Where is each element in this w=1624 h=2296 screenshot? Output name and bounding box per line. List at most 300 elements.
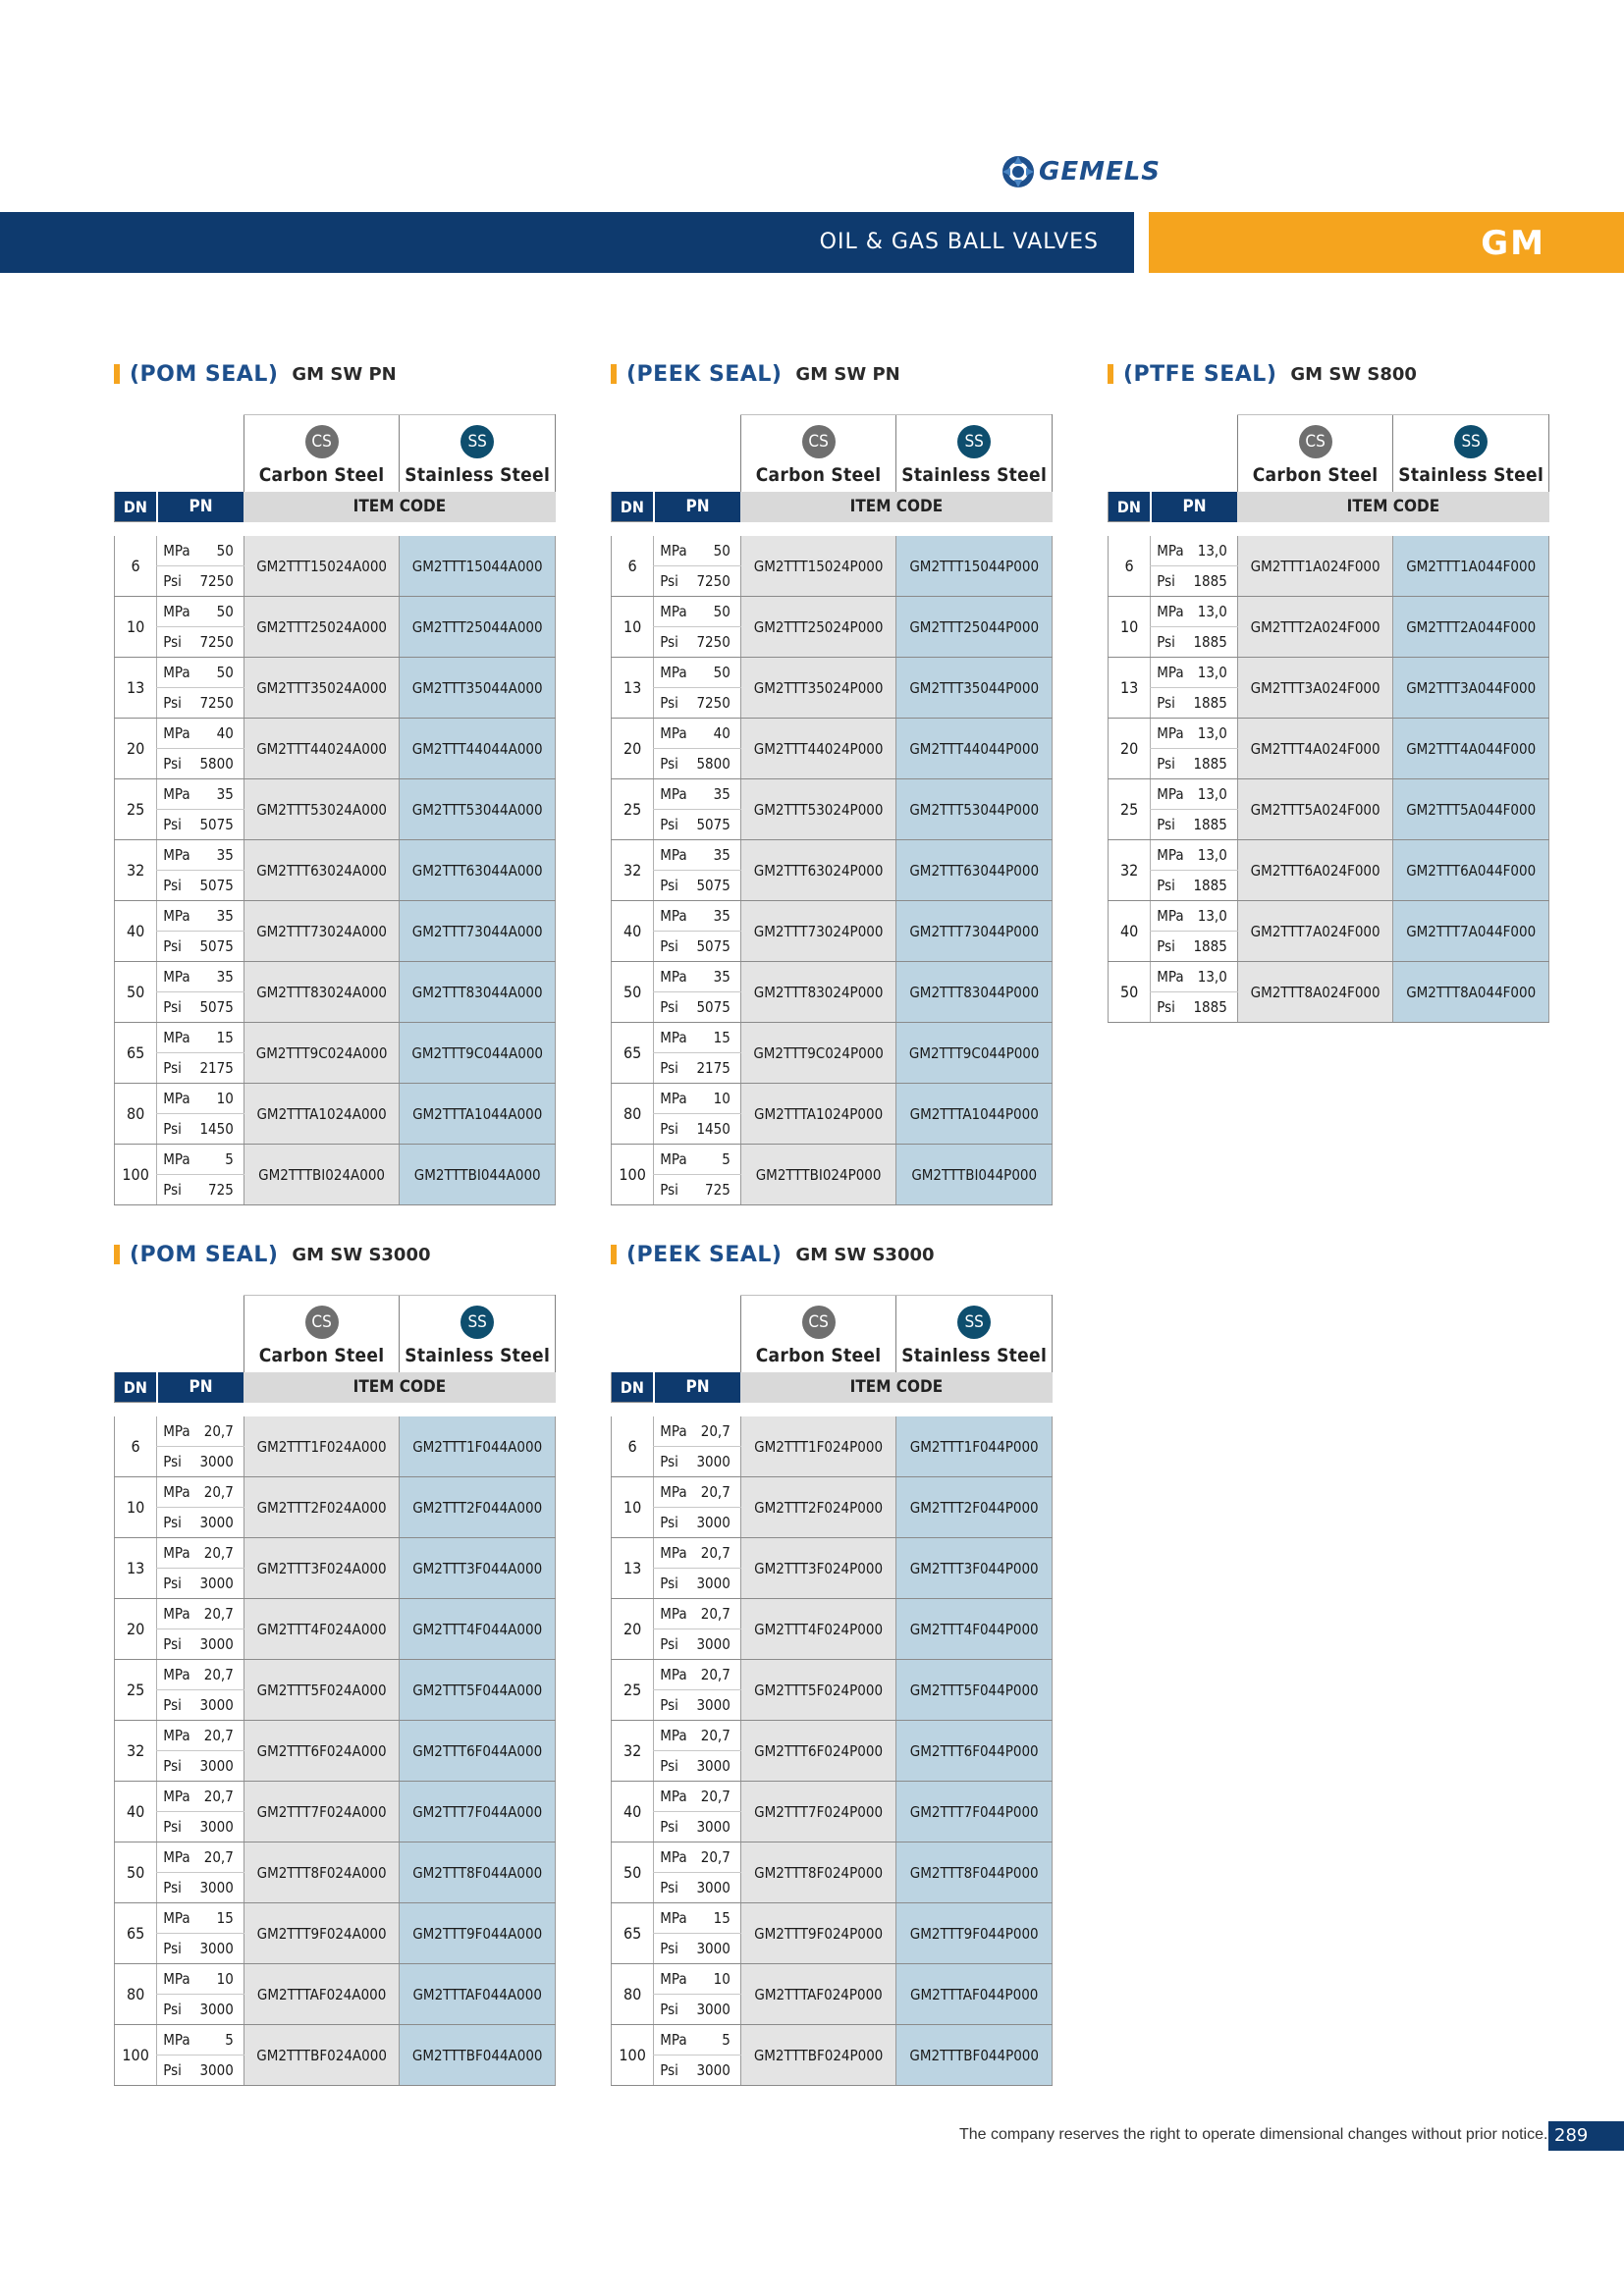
table-row	[115, 536, 556, 566]
ss-item-code: GM2TTT7F044P000	[896, 1782, 1053, 1842]
cs-item-code: GM2TTT6F024P000	[740, 1721, 896, 1782]
unit-psi: Psi	[654, 871, 694, 901]
pressure-mpa: 13,0	[1191, 719, 1237, 749]
pressure-mpa: 10	[197, 1084, 244, 1114]
item-code-table	[114, 414, 556, 1205]
unit-mpa: MPa	[157, 962, 197, 992]
cs-item-code: GM2TTT7F024P000	[740, 1782, 896, 1842]
dn-value: 65	[612, 1023, 654, 1084]
unit-mpa: MPa	[1151, 901, 1191, 932]
unit-mpa: MPa	[157, 1145, 197, 1175]
unit-psi: Psi	[157, 1053, 197, 1084]
stainless-steel-header	[400, 415, 556, 493]
dn-value: 80	[115, 1964, 157, 2025]
section-peek-s3000	[611, 1240, 1053, 2086]
unit-psi: Psi	[157, 1508, 197, 1538]
pressure-mpa: 50	[694, 536, 740, 566]
cs-item-code: GM2TTTBF024A000	[244, 2025, 400, 2086]
table-row	[612, 840, 1053, 871]
seal-type: (PTFE SEAL)	[1123, 361, 1277, 387]
unit-psi: Psi	[654, 688, 694, 719]
unit-psi: Psi	[654, 1114, 694, 1145]
pressure-psi: 3000	[197, 2056, 244, 2086]
table-row	[612, 1145, 1053, 1175]
table-row	[612, 536, 1053, 566]
ss-item-code: GM2TTT3F044P000	[896, 1538, 1053, 1599]
ss-item-code: GM2TTT8F044A000	[400, 1842, 556, 1903]
unit-psi: Psi	[157, 627, 197, 658]
unit-mpa: MPa	[654, 536, 694, 566]
ss-item-code: GM2TTT8A044F000	[1393, 962, 1549, 1023]
seal-type: (PEEK SEAL)	[626, 1242, 783, 1267]
pressure-mpa: 13,0	[1191, 901, 1237, 932]
cs-item-code: GM2TTT5F024A000	[244, 1660, 400, 1721]
pn-header: PN	[654, 492, 741, 522]
item-code-table	[611, 1295, 1053, 2086]
section-marker	[611, 364, 617, 384]
dn-value: 10	[1109, 597, 1151, 658]
pressure-psi: 3000	[694, 1447, 740, 1477]
pressure-psi: 5800	[694, 749, 740, 779]
pressure-psi: 3000	[197, 1751, 244, 1782]
table-row	[612, 1084, 1053, 1114]
table-row	[115, 1145, 556, 1175]
unit-psi: Psi	[1151, 871, 1191, 901]
pressure-mpa: 50	[197, 536, 244, 566]
carbon-steel-label: Carbon Steel	[755, 464, 882, 486]
pressure-psi: 3000	[694, 1508, 740, 1538]
unit-psi: Psi	[157, 566, 197, 597]
cs-item-code: GM2TTT9C024P000	[740, 1023, 896, 1084]
unit-mpa: MPa	[157, 1023, 197, 1053]
cs-item-code: GM2TTT9C024A000	[244, 1023, 400, 1084]
pressure-mpa: 35	[694, 779, 740, 810]
unit-psi: Psi	[654, 810, 694, 840]
pressure-psi: 1885	[1191, 810, 1237, 840]
pressure-mpa: 35	[197, 962, 244, 992]
pressure-mpa: 20,7	[197, 1599, 244, 1629]
pressure-mpa: 35	[197, 779, 244, 810]
item-code-header: ITEM CODE	[740, 1372, 1052, 1403]
series-band	[1149, 212, 1624, 273]
table-row	[115, 1477, 556, 1508]
unit-mpa: MPa	[654, 1842, 694, 1873]
seal-type: (PEEK SEAL)	[626, 361, 783, 387]
section-pom-pn	[114, 359, 556, 1205]
dn-value: 25	[1109, 779, 1151, 840]
dn-value: 6	[612, 1416, 654, 1477]
pressure-psi: 7250	[197, 566, 244, 597]
section-title	[114, 1240, 556, 1269]
ss-item-code: GM2TTT4F044A000	[400, 1599, 556, 1660]
ss-item-code: GM2TTT1F044P000	[896, 1416, 1053, 1477]
dn-value: 100	[612, 2025, 654, 2086]
unit-psi: Psi	[157, 1114, 197, 1145]
unit-psi: Psi	[1151, 749, 1191, 779]
pressure-mpa: 35	[197, 901, 244, 932]
ss-item-code: GM2TTT1A044F000	[1393, 536, 1549, 597]
stainless-steel-header	[400, 1296, 556, 1373]
pressure-psi: 5075	[694, 992, 740, 1023]
unit-psi: Psi	[654, 1569, 694, 1599]
dn-value: 50	[612, 1842, 654, 1903]
footer-note: The company reserves the right to operate dimensional changes without prior notice.	[959, 2126, 1548, 2143]
pressure-psi: 3000	[197, 1508, 244, 1538]
ss-badge-icon: SS	[460, 1306, 494, 1339]
valve-series: GM SW PN	[795, 363, 900, 385]
pressure-mpa: 10	[197, 1964, 244, 1995]
unit-psi: Psi	[654, 992, 694, 1023]
unit-mpa: MPa	[157, 1599, 197, 1629]
item-code-header: ITEM CODE	[244, 1372, 555, 1403]
pressure-psi: 1885	[1191, 932, 1237, 962]
dn-value: 13	[115, 658, 157, 719]
table-row	[1109, 536, 1549, 566]
pressure-psi: 5075	[197, 810, 244, 840]
pressure-psi: 1885	[1191, 749, 1237, 779]
cs-badge-icon: CS	[305, 1306, 339, 1339]
ss-item-code: GM2TTTA1044P000	[896, 1084, 1053, 1145]
cs-item-code: GM2TTT4F024A000	[244, 1599, 400, 1660]
dn-value: 100	[612, 1145, 654, 1205]
pressure-mpa: 50	[197, 658, 244, 688]
pressure-psi: 1885	[1191, 566, 1237, 597]
dn-value: 25	[612, 1660, 654, 1721]
unit-mpa: MPa	[157, 2025, 197, 2056]
series-code: GM	[1481, 224, 1545, 263]
pressure-psi: 3000	[694, 1873, 740, 1903]
item-code-header: ITEM CODE	[740, 492, 1052, 522]
unit-mpa: MPa	[654, 2025, 694, 2056]
table-row	[115, 1660, 556, 1690]
stainless-steel-label: Stainless Steel	[405, 464, 551, 486]
pn-header: PN	[654, 1372, 741, 1403]
dn-value: 100	[115, 2025, 157, 2086]
unit-psi: Psi	[157, 1629, 197, 1660]
unit-mpa: MPa	[157, 1416, 197, 1447]
table-row	[612, 1477, 1053, 1508]
dn-value: 20	[612, 1599, 654, 1660]
unit-mpa: MPa	[654, 901, 694, 932]
cs-item-code: GM2TTTAF024A000	[244, 1964, 400, 2025]
pressure-mpa: 15	[197, 1903, 244, 1934]
dn-value: 32	[1109, 840, 1151, 901]
stainless-steel-label: Stainless Steel	[901, 1345, 1048, 1366]
unit-mpa: MPa	[1151, 536, 1191, 566]
item-code-header: ITEM CODE	[1237, 492, 1548, 522]
dn-value: 10	[115, 1477, 157, 1538]
unit-mpa: MPa	[157, 1660, 197, 1690]
cs-item-code: GM2TTT15024P000	[740, 536, 896, 597]
pressure-mpa: 20,7	[694, 1721, 740, 1751]
dn-value: 32	[115, 1721, 157, 1782]
table-row	[612, 1599, 1053, 1629]
unit-mpa: MPa	[654, 779, 694, 810]
pressure-psi: 1885	[1191, 871, 1237, 901]
carbon-steel-header	[740, 415, 896, 493]
pressure-psi: 1885	[1191, 627, 1237, 658]
page-number: 289	[1548, 2121, 1624, 2151]
table-row	[1109, 719, 1549, 749]
unit-psi: Psi	[654, 932, 694, 962]
pressure-mpa: 13,0	[1191, 779, 1237, 810]
ss-badge-icon: SS	[957, 1306, 991, 1339]
unit-mpa: MPa	[654, 597, 694, 627]
table-row	[612, 2025, 1053, 2056]
unit-psi: Psi	[654, 1629, 694, 1660]
table-row	[115, 2025, 556, 2056]
table-row	[1109, 901, 1549, 932]
unit-psi: Psi	[157, 1995, 197, 2025]
ss-item-code: GM2TTT3A044F000	[1393, 658, 1549, 719]
unit-mpa: MPa	[157, 536, 197, 566]
unit-mpa: MPa	[654, 1477, 694, 1508]
ss-item-code: GM2TTT3F044A000	[400, 1538, 556, 1599]
unit-psi: Psi	[1151, 627, 1191, 658]
cs-item-code: GM2TTT1F024P000	[740, 1416, 896, 1477]
item-code-table	[611, 414, 1053, 1205]
seal-type: (POM SEAL)	[130, 1242, 279, 1267]
unit-mpa: MPa	[157, 1721, 197, 1751]
pressure-psi: 5075	[197, 992, 244, 1023]
unit-psi: Psi	[654, 1690, 694, 1721]
cs-item-code: GM2TTT73024P000	[740, 901, 896, 962]
ss-item-code: GM2TTTA1044A000	[400, 1084, 556, 1145]
cs-item-code: GM2TTT1A024F000	[1237, 536, 1393, 597]
table-row	[115, 1023, 556, 1053]
pressure-mpa: 20,7	[694, 1538, 740, 1569]
pressure-psi: 3000	[197, 1934, 244, 1964]
pressure-psi: 3000	[197, 1690, 244, 1721]
cs-item-code: GM2TTT1F024A000	[244, 1416, 400, 1477]
unit-psi: Psi	[157, 2056, 197, 2086]
ss-item-code: GM2TTT1F044A000	[400, 1416, 556, 1477]
unit-psi: Psi	[157, 1812, 197, 1842]
section-title	[114, 359, 556, 389]
pressure-mpa: 13,0	[1191, 658, 1237, 688]
pn-header: PN	[157, 492, 244, 522]
unit-mpa: MPa	[654, 1599, 694, 1629]
dn-value: 13	[115, 1538, 157, 1599]
valve-series: GM SW S3000	[292, 1244, 431, 1265]
dn-value: 50	[612, 962, 654, 1023]
dn-value: 32	[115, 840, 157, 901]
cs-item-code: GM2TTTBI024A000	[244, 1145, 400, 1205]
ss-item-code: GM2TTT8F044P000	[896, 1842, 1053, 1903]
unit-psi: Psi	[157, 749, 197, 779]
item-code-table	[1108, 414, 1549, 1023]
cs-item-code: GM2TTT35024P000	[740, 658, 896, 719]
unit-psi: Psi	[157, 1690, 197, 1721]
pressure-mpa: 15	[197, 1023, 244, 1053]
pressure-psi: 3000	[694, 1812, 740, 1842]
unit-psi: Psi	[1151, 932, 1191, 962]
cs-item-code: GM2TTT63024P000	[740, 840, 896, 901]
cs-item-code: GM2TTTBI024P000	[740, 1145, 896, 1205]
cs-item-code: GM2TTTBF024P000	[740, 2025, 896, 2086]
unit-psi: Psi	[654, 1751, 694, 1782]
cs-item-code: GM2TTT44024P000	[740, 719, 896, 779]
section-peek-pn	[611, 359, 1053, 1205]
table-row	[612, 658, 1053, 688]
pressure-mpa: 20,7	[694, 1782, 740, 1812]
section-marker	[114, 364, 120, 384]
unit-mpa: MPa	[654, 1416, 694, 1447]
cs-item-code: GM2TTT7A024F000	[1237, 901, 1393, 962]
cs-item-code: GM2TTT9F024P000	[740, 1903, 896, 1964]
cs-item-code: GM2TTT7F024A000	[244, 1782, 400, 1842]
dn-value: 100	[115, 1145, 157, 1205]
cs-item-code: GM2TTT2F024A000	[244, 1477, 400, 1538]
unit-mpa: MPa	[157, 658, 197, 688]
seal-type: (POM SEAL)	[130, 361, 279, 387]
ss-item-code: GM2TTT6F044A000	[400, 1721, 556, 1782]
ss-item-code: GM2TTT25044P000	[896, 597, 1053, 658]
unit-psi: Psi	[157, 1873, 197, 1903]
ss-item-code: GM2TTT5F044P000	[896, 1660, 1053, 1721]
table-row	[115, 658, 556, 688]
table-row	[1109, 779, 1549, 810]
ss-item-code: GM2TTTBF044P000	[896, 2025, 1053, 2086]
pressure-psi: 3000	[197, 1873, 244, 1903]
table-row	[115, 597, 556, 627]
unit-mpa: MPa	[1151, 779, 1191, 810]
pressure-mpa: 10	[694, 1084, 740, 1114]
pressure-mpa: 20,7	[197, 1538, 244, 1569]
carbon-steel-header	[1237, 415, 1393, 493]
ss-item-code: GM2TTT15044P000	[896, 536, 1053, 597]
unit-mpa: MPa	[157, 1782, 197, 1812]
cs-item-code: GM2TTT73024A000	[244, 901, 400, 962]
unit-psi: Psi	[654, 1873, 694, 1903]
cs-badge-icon: CS	[802, 425, 836, 458]
unit-mpa: MPa	[654, 840, 694, 871]
pressure-psi: 5075	[694, 932, 740, 962]
unit-mpa: MPa	[157, 1842, 197, 1873]
pressure-mpa: 35	[694, 901, 740, 932]
pressure-mpa: 13,0	[1191, 962, 1237, 992]
pressure-mpa: 20,7	[197, 1782, 244, 1812]
stainless-steel-header	[1393, 415, 1549, 493]
pressure-mpa: 20,7	[694, 1477, 740, 1508]
table-row	[1109, 840, 1549, 871]
brand-logo	[1001, 152, 1161, 191]
pressure-mpa: 13,0	[1191, 536, 1237, 566]
unit-mpa: MPa	[654, 1903, 694, 1934]
cs-item-code: GM2TTT44024A000	[244, 719, 400, 779]
dn-header: DN	[115, 1372, 157, 1403]
carbon-steel-label: Carbon Steel	[1252, 464, 1379, 486]
dn-value: 6	[1109, 536, 1151, 597]
table-row	[115, 1538, 556, 1569]
pressure-mpa: 35	[694, 840, 740, 871]
unit-psi: Psi	[654, 1508, 694, 1538]
unit-mpa: MPa	[654, 962, 694, 992]
pressure-mpa: 50	[694, 658, 740, 688]
unit-mpa: MPa	[157, 1084, 197, 1114]
unit-mpa: MPa	[654, 1084, 694, 1114]
stainless-steel-label: Stainless Steel	[1398, 464, 1544, 486]
dn-header: DN	[612, 492, 654, 522]
carbon-steel-header	[244, 415, 400, 493]
unit-psi: Psi	[654, 2056, 694, 2086]
pressure-mpa: 13,0	[1191, 597, 1237, 627]
section-marker	[1108, 364, 1113, 384]
table-row	[612, 597, 1053, 627]
pressure-mpa: 15	[694, 1023, 740, 1053]
brand-name: GEMELS	[1039, 157, 1162, 187]
section-title	[611, 359, 1053, 389]
section-title	[611, 1240, 1053, 1269]
ss-item-code: GM2TTT44044P000	[896, 719, 1053, 779]
cs-item-code: GM2TTT4F024P000	[740, 1599, 896, 1660]
unit-mpa: MPa	[157, 1538, 197, 1569]
unit-mpa: MPa	[1151, 962, 1191, 992]
pressure-mpa: 5	[694, 1145, 740, 1175]
item-code-header: ITEM CODE	[244, 492, 555, 522]
valve-series: GM SW PN	[292, 363, 397, 385]
table-row	[115, 1903, 556, 1934]
unit-psi: Psi	[157, 1175, 197, 1205]
ss-item-code: GM2TTT9C044A000	[400, 1023, 556, 1084]
dn-value: 20	[115, 1599, 157, 1660]
dn-header: DN	[1109, 492, 1151, 522]
cs-item-code: GM2TTT3A024F000	[1237, 658, 1393, 719]
pressure-mpa: 13,0	[1191, 840, 1237, 871]
dn-header: DN	[612, 1372, 654, 1403]
ss-item-code: GM2TTT73044A000	[400, 901, 556, 962]
unit-psi: Psi	[654, 1175, 694, 1205]
dn-value: 40	[612, 1782, 654, 1842]
cs-item-code: GM2TTT5A024F000	[1237, 779, 1393, 840]
ss-badge-icon: SS	[957, 425, 991, 458]
pressure-psi: 3000	[694, 1690, 740, 1721]
table-row	[115, 1964, 556, 1995]
pressure-mpa: 5	[197, 2025, 244, 2056]
pressure-mpa: 20,7	[197, 1721, 244, 1751]
cs-item-code: GM2TTT63024A000	[244, 840, 400, 901]
unit-psi: Psi	[157, 1569, 197, 1599]
unit-mpa: MPa	[157, 1964, 197, 1995]
table-row	[1109, 597, 1549, 627]
dn-header: DN	[115, 492, 157, 522]
pressure-psi: 7250	[694, 566, 740, 597]
cs-item-code: GM2TTT8F024A000	[244, 1842, 400, 1903]
unit-mpa: MPa	[654, 719, 694, 749]
section-pom-s3000	[114, 1240, 556, 2086]
unit-psi: Psi	[157, 992, 197, 1023]
unit-mpa: MPa	[1151, 719, 1191, 749]
pressure-mpa: 20,7	[694, 1660, 740, 1690]
ss-item-code: GM2TTT2F044A000	[400, 1477, 556, 1538]
ss-item-code: GM2TTT35044A000	[400, 658, 556, 719]
cs-item-code: GM2TTTAF024P000	[740, 1964, 896, 2025]
dn-value: 50	[115, 962, 157, 1023]
dn-value: 10	[115, 597, 157, 658]
pressure-mpa: 50	[694, 597, 740, 627]
unit-mpa: MPa	[654, 1538, 694, 1569]
ss-item-code: GM2TTT83044P000	[896, 962, 1053, 1023]
ss-badge-icon: SS	[1454, 425, 1488, 458]
pressure-psi: 3000	[197, 1812, 244, 1842]
dn-value: 50	[115, 1842, 157, 1903]
dn-value: 6	[115, 1416, 157, 1477]
table-row	[115, 1721, 556, 1751]
dn-value: 13	[612, 658, 654, 719]
ss-item-code: GM2TTTBI044P000	[896, 1145, 1053, 1205]
ss-item-code: GM2TTTBI044A000	[400, 1145, 556, 1205]
ss-item-code: GM2TTT44044A000	[400, 719, 556, 779]
